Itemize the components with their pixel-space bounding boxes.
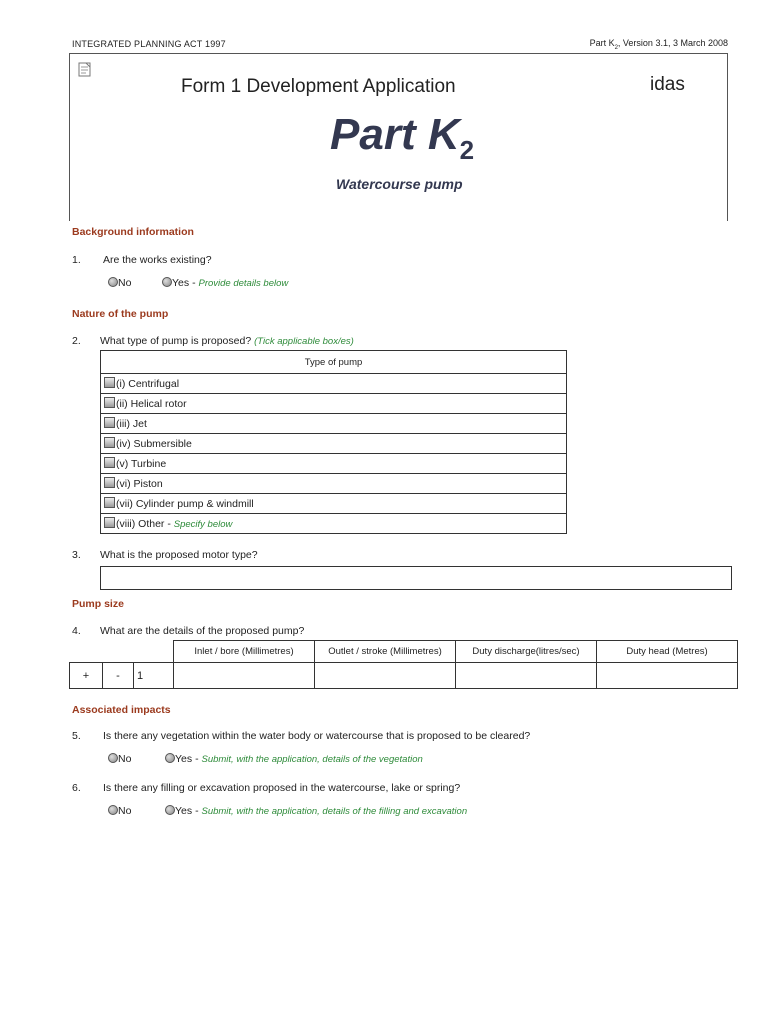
q1-yes-radio[interactable]: [162, 277, 172, 287]
q3-number: 3.: [72, 549, 81, 561]
pump-option-row[interactable]: [101, 514, 567, 534]
pump-option-label: (iii) Jet: [116, 418, 147, 430]
q6-no-option[interactable]: [108, 805, 131, 817]
part-title-sub: 2: [459, 134, 475, 165]
q1-text: Are the works existing?: [103, 254, 212, 266]
q6-no-label: No: [118, 805, 132, 817]
pump-option-label: (ii) Helical rotor: [116, 398, 187, 410]
q6-yes-radio[interactable]: [165, 805, 175, 815]
pump-option-checkbox[interactable]: [104, 377, 115, 388]
act-title: INTEGRATED PLANNING ACT 1997: [72, 39, 226, 49]
table-spacer: [70, 641, 174, 663]
outlet-stroke-input[interactable]: [315, 663, 456, 689]
q1-yes-sep: -: [192, 277, 196, 289]
version-prefix: Part K: [589, 38, 615, 48]
pump-option-label: (viii) Other: [116, 518, 165, 530]
q5-yes-sep: -: [195, 753, 199, 765]
q2-text-label: What type of pump is proposed?: [100, 335, 252, 347]
pump-other-hint: Specify below: [173, 519, 233, 530]
part-title-text: Part K: [330, 110, 460, 159]
version-sub: 2: [614, 44, 618, 51]
pump-size-table: [69, 640, 738, 689]
q6-number: 6.: [72, 782, 81, 794]
duty-head-input[interactable]: [597, 663, 738, 689]
version-label: [590, 38, 728, 51]
duty-discharge-input[interactable]: [456, 663, 597, 689]
q5-no-radio[interactable]: [108, 753, 118, 763]
q5-hint: Submit, with the application, details of the vegetation: [201, 754, 423, 765]
pump-other-sep: -: [167, 518, 171, 530]
row-number: 1: [134, 663, 174, 689]
pump-option-row[interactable]: [101, 374, 567, 394]
q5-yes-option[interactable]: [165, 753, 423, 765]
q1-no-option[interactable]: [108, 277, 131, 289]
form-title: Form 1 Development Application: [181, 76, 456, 97]
q1-hint: Provide details below: [198, 278, 289, 289]
section-background: Background information: [72, 226, 194, 238]
q2-text: [100, 335, 354, 347]
version-suffix: , Version 3.1, 3 March 2008: [617, 38, 728, 48]
pump-option-checkbox[interactable]: [104, 397, 115, 408]
pump-option-checkbox[interactable]: [104, 477, 115, 488]
q1-number: 1.: [72, 254, 81, 266]
add-row-button[interactable]: +: [70, 663, 103, 689]
section-nature: Nature of the pump: [72, 308, 169, 320]
pump-option-label: (vi) Piston: [116, 478, 163, 490]
pump-option-row[interactable]: [101, 414, 567, 434]
column-header: Outlet / stroke (Millimetres): [315, 641, 456, 663]
q1-no-radio[interactable]: [108, 277, 118, 287]
pump-option-label: (vii) Cylinder pump & windmill: [116, 498, 254, 510]
column-header: Duty head (Metres): [597, 641, 738, 663]
pump-option-row[interactable]: [101, 394, 567, 414]
column-header: Inlet / bore (Millimetres): [174, 641, 315, 663]
pump-option-row[interactable]: [101, 494, 567, 514]
pump-type-header: Type of pump: [101, 351, 567, 374]
q2-number: 2.: [72, 335, 81, 347]
remove-row-button[interactable]: -: [103, 663, 134, 689]
q5-no-label: No: [118, 753, 132, 765]
pump-option-checkbox[interactable]: [104, 517, 115, 528]
q5-no-option[interactable]: [108, 753, 131, 765]
q6-text: Is there any filling or excavation proposed in the watercourse, lake or spring?: [103, 782, 461, 794]
q5-yes-label: Yes: [175, 753, 193, 765]
q6-hint: Submit, with the application, details of the filling and excavation: [201, 806, 468, 817]
pump-option-label: (i) Centrifugal: [116, 378, 180, 390]
pump-option-checkbox[interactable]: [104, 437, 115, 448]
pump-option-label: (iv) Submersible: [116, 438, 192, 450]
pump-option-row[interactable]: [101, 434, 567, 454]
q5-yes-radio[interactable]: [165, 753, 175, 763]
brand-logo: idas: [650, 74, 685, 95]
pump-option-checkbox[interactable]: [104, 457, 115, 468]
part-title: [330, 110, 474, 166]
section-impacts: Associated impacts: [72, 704, 171, 716]
q4-number: 4.: [72, 625, 81, 637]
q5-text: Is there any vegetation within the water body or watercourse that is proposed to be cleared?: [103, 730, 531, 742]
pump-option-row[interactable]: [101, 474, 567, 494]
q3-text: What is the proposed motor type?: [100, 549, 258, 561]
column-header: Duty discharge(litres/sec): [456, 641, 597, 663]
q6-yes-option[interactable]: [165, 805, 467, 817]
pump-option-row[interactable]: [101, 454, 567, 474]
q6-yes-label: Yes: [175, 805, 193, 817]
q1-no-label: No: [118, 277, 132, 289]
part-subtitle: Watercourse pump: [336, 176, 463, 192]
pump-option-checkbox[interactable]: [104, 417, 115, 428]
q4-text: What are the details of the proposed pump?: [100, 625, 305, 637]
section-size: Pump size: [72, 598, 124, 610]
q1-yes-label: Yes: [172, 277, 190, 289]
q6-yes-sep: -: [195, 805, 199, 817]
q1-yes-option[interactable]: [162, 277, 288, 289]
motor-type-input[interactable]: [100, 566, 732, 590]
q5-number: 5.: [72, 730, 81, 742]
pump-option-checkbox[interactable]: [104, 497, 115, 508]
q2-hint: (Tick applicable box/es): [254, 336, 354, 347]
pump-option-label: (v) Turbine: [116, 458, 167, 470]
q6-no-radio[interactable]: [108, 805, 118, 815]
inlet-bore-input[interactable]: [174, 663, 315, 689]
pump-type-table: [100, 350, 567, 534]
document-icon: [78, 62, 92, 78]
